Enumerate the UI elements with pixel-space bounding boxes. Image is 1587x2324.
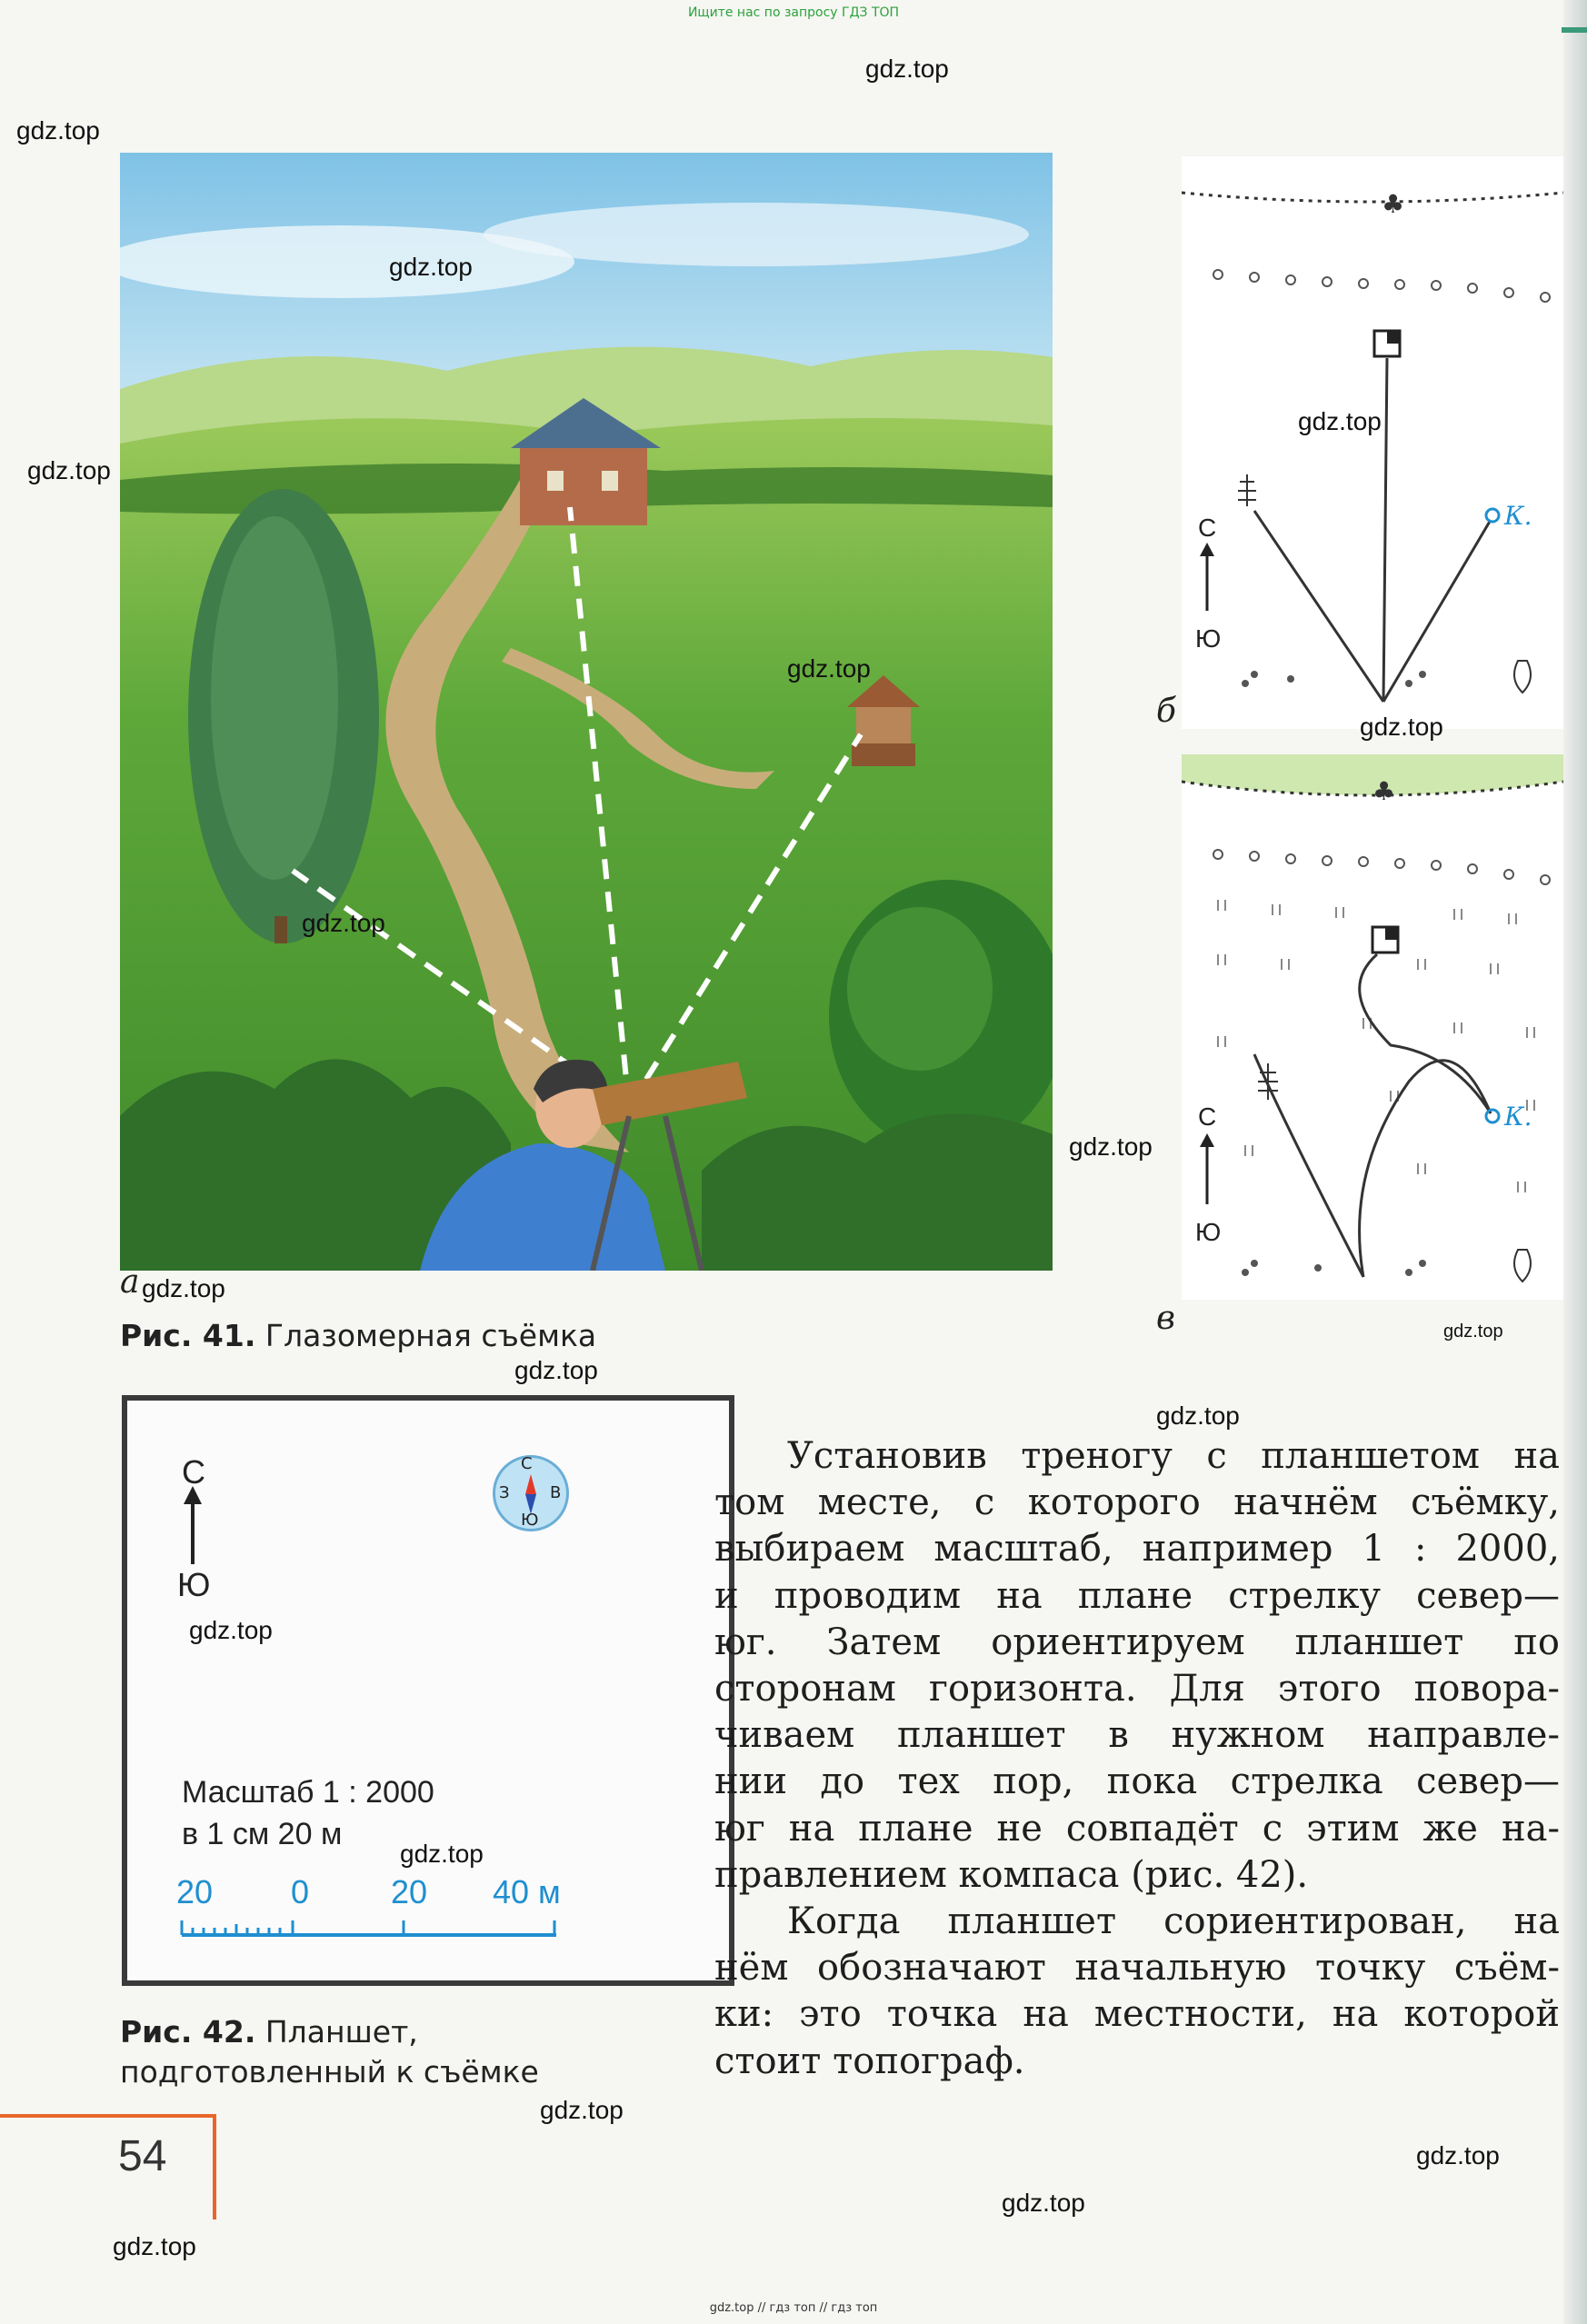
figure-41-caption (120, 1318, 596, 1353)
page-number: 54 (118, 2132, 167, 2180)
watermark-link[interactable]: gdz.top (27, 456, 111, 484)
body-line: правлением компаса (рис. 42). (714, 1853, 1309, 1896)
cloud (484, 203, 1029, 266)
figure-41-illustration (120, 153, 1053, 1271)
compass-needle-tail (525, 1494, 536, 1514)
body-line: нём обозначают начальную точку съём- (714, 1947, 1560, 1990)
watermark-link[interactable]: gdz.top (16, 116, 100, 145)
compass-south: Ю (521, 1511, 539, 1530)
linear-scale-bar (180, 1915, 562, 1942)
scheme-v (1182, 754, 1563, 1300)
watermark-link[interactable]: gdz.top (1360, 713, 1443, 741)
body-text-block (714, 1433, 1560, 2085)
scheme-b-drawing (1182, 156, 1563, 729)
watermark-link[interactable]: gdz.top (113, 2232, 196, 2260)
landscape-drawing (120, 153, 1053, 1271)
watermark-link[interactable]: gdz.top (540, 2096, 624, 2124)
planchette-arrow-head-icon (184, 1486, 202, 1504)
watermark-link[interactable]: gdz.top (400, 1840, 484, 1868)
body-line: юг. Затем ориентируем планшет по (714, 1621, 1560, 1663)
watermark-link[interactable]: gdz.top (142, 1274, 225, 1302)
watermark-link[interactable]: gdz.top (1156, 1401, 1240, 1430)
figure-42-caption-line-1: Планшет, (264, 2014, 418, 2050)
watermark-link[interactable]: gdz.top (302, 909, 385, 937)
scheme-b-letter: б (1156, 693, 1176, 730)
compass-icon (493, 1455, 569, 1531)
watermark-link[interactable]: gdz.top (787, 654, 871, 683)
scheme-v-point-label: К. (1504, 1102, 1532, 1132)
body-line: юг на плане не совпадёт с этим же на- (714, 1807, 1560, 1850)
scale-line-1: Масштаб 1 : 2000 (182, 1775, 434, 1810)
compass-needle-icon (525, 1474, 536, 1494)
scheme-b-north: С (1198, 514, 1217, 542)
planchette-north: С (182, 1453, 205, 1491)
scheme-v-north: С (1198, 1102, 1217, 1131)
planchette-south: Ю (177, 1566, 211, 1603)
figure-42-caption (120, 2012, 539, 2092)
watermark-link[interactable]: gdz.top (1443, 1322, 1503, 1342)
watermark-link[interactable]: gdz.top (1416, 2141, 1500, 2169)
body-line: нии до тех пор, пока стрелка север— (714, 1760, 1560, 1803)
watermark-link[interactable]: gdz.top (865, 55, 949, 83)
body-line: и проводим на плане стрелку север— (714, 1574, 1560, 1617)
compass-west: З (499, 1483, 510, 1502)
watermark-link[interactable]: gdz.top (189, 1616, 273, 1644)
figure-42-caption-line-2: подготовленный к съёмке (120, 2054, 539, 2090)
svg-text:♣: ♣ (1372, 776, 1396, 806)
compass-east: В (550, 1483, 562, 1502)
body-line: том месте, с которого начнём съёмку, (714, 1481, 1560, 1524)
watermark-link[interactable]: gdz.top (514, 1356, 598, 1384)
body-line: ки: это точка на местности, на которой (714, 1993, 1560, 2036)
scheme-b (1182, 156, 1563, 729)
scale-tick-40: 40 м (493, 1873, 561, 1910)
body-line: сторонам горизонта. Для этого повора- (714, 1668, 1560, 1711)
watermark-link[interactable]: gdz.top (389, 253, 473, 281)
page-corner-mark (0, 2114, 216, 2219)
scheme-v-south: Ю (1195, 1218, 1222, 1246)
page-edge-shadow (1563, 0, 1587, 2324)
fir-tree (188, 489, 379, 943)
body-line: Установив треногу с планшетом на (787, 1435, 1560, 1477)
search-hint-link[interactable]: Ищите нас по запросу ГДЗ ТОП (687, 5, 900, 20)
page-edge-accent (1562, 27, 1587, 33)
watermark-link[interactable]: gdz.top (1298, 407, 1382, 435)
body-line: выбираем масштаб, например 1 : 2000, (714, 1528, 1560, 1571)
scale-tick-20-right: 20 (391, 1873, 428, 1910)
scheme-v-letter: в (1156, 1300, 1175, 1337)
svg-text:♣: ♣ (1382, 189, 1405, 219)
watermark-link[interactable]: gdz.top (1002, 2189, 1085, 2217)
figure-42-caption-number: Рис. 42. (120, 2014, 256, 2050)
body-line: чиваем планшет в нужном направле- (714, 1714, 1560, 1757)
compass-north: С (521, 1454, 533, 1473)
scheme-b-point-label: К. (1504, 501, 1532, 531)
footer-links[interactable]: gdz.top // гдз топ // гдз топ (709, 2301, 878, 2315)
figure-41-caption-text: Глазомерная съёмка (264, 1318, 597, 1353)
watermark-link[interactable]: gdz.top (1069, 1132, 1153, 1161)
figure-41-panel-label: а (120, 1263, 140, 1301)
scale-tick-20-left: 20 (176, 1873, 214, 1910)
bushes-right (702, 1113, 1053, 1271)
body-line: стоит топограф. (714, 2040, 1025, 2082)
scale-line-2: в 1 см 20 м (182, 1817, 343, 1851)
planchette-board (122, 1395, 734, 1986)
scheme-b-south: Ю (1195, 624, 1222, 653)
figure-41-caption-number: Рис. 41. (120, 1318, 256, 1353)
scale-tick-0: 0 (291, 1873, 310, 1910)
body-line: Когда планшет сориентирован, на (787, 1900, 1560, 1943)
scheme-v-drawing (1182, 754, 1563, 1300)
